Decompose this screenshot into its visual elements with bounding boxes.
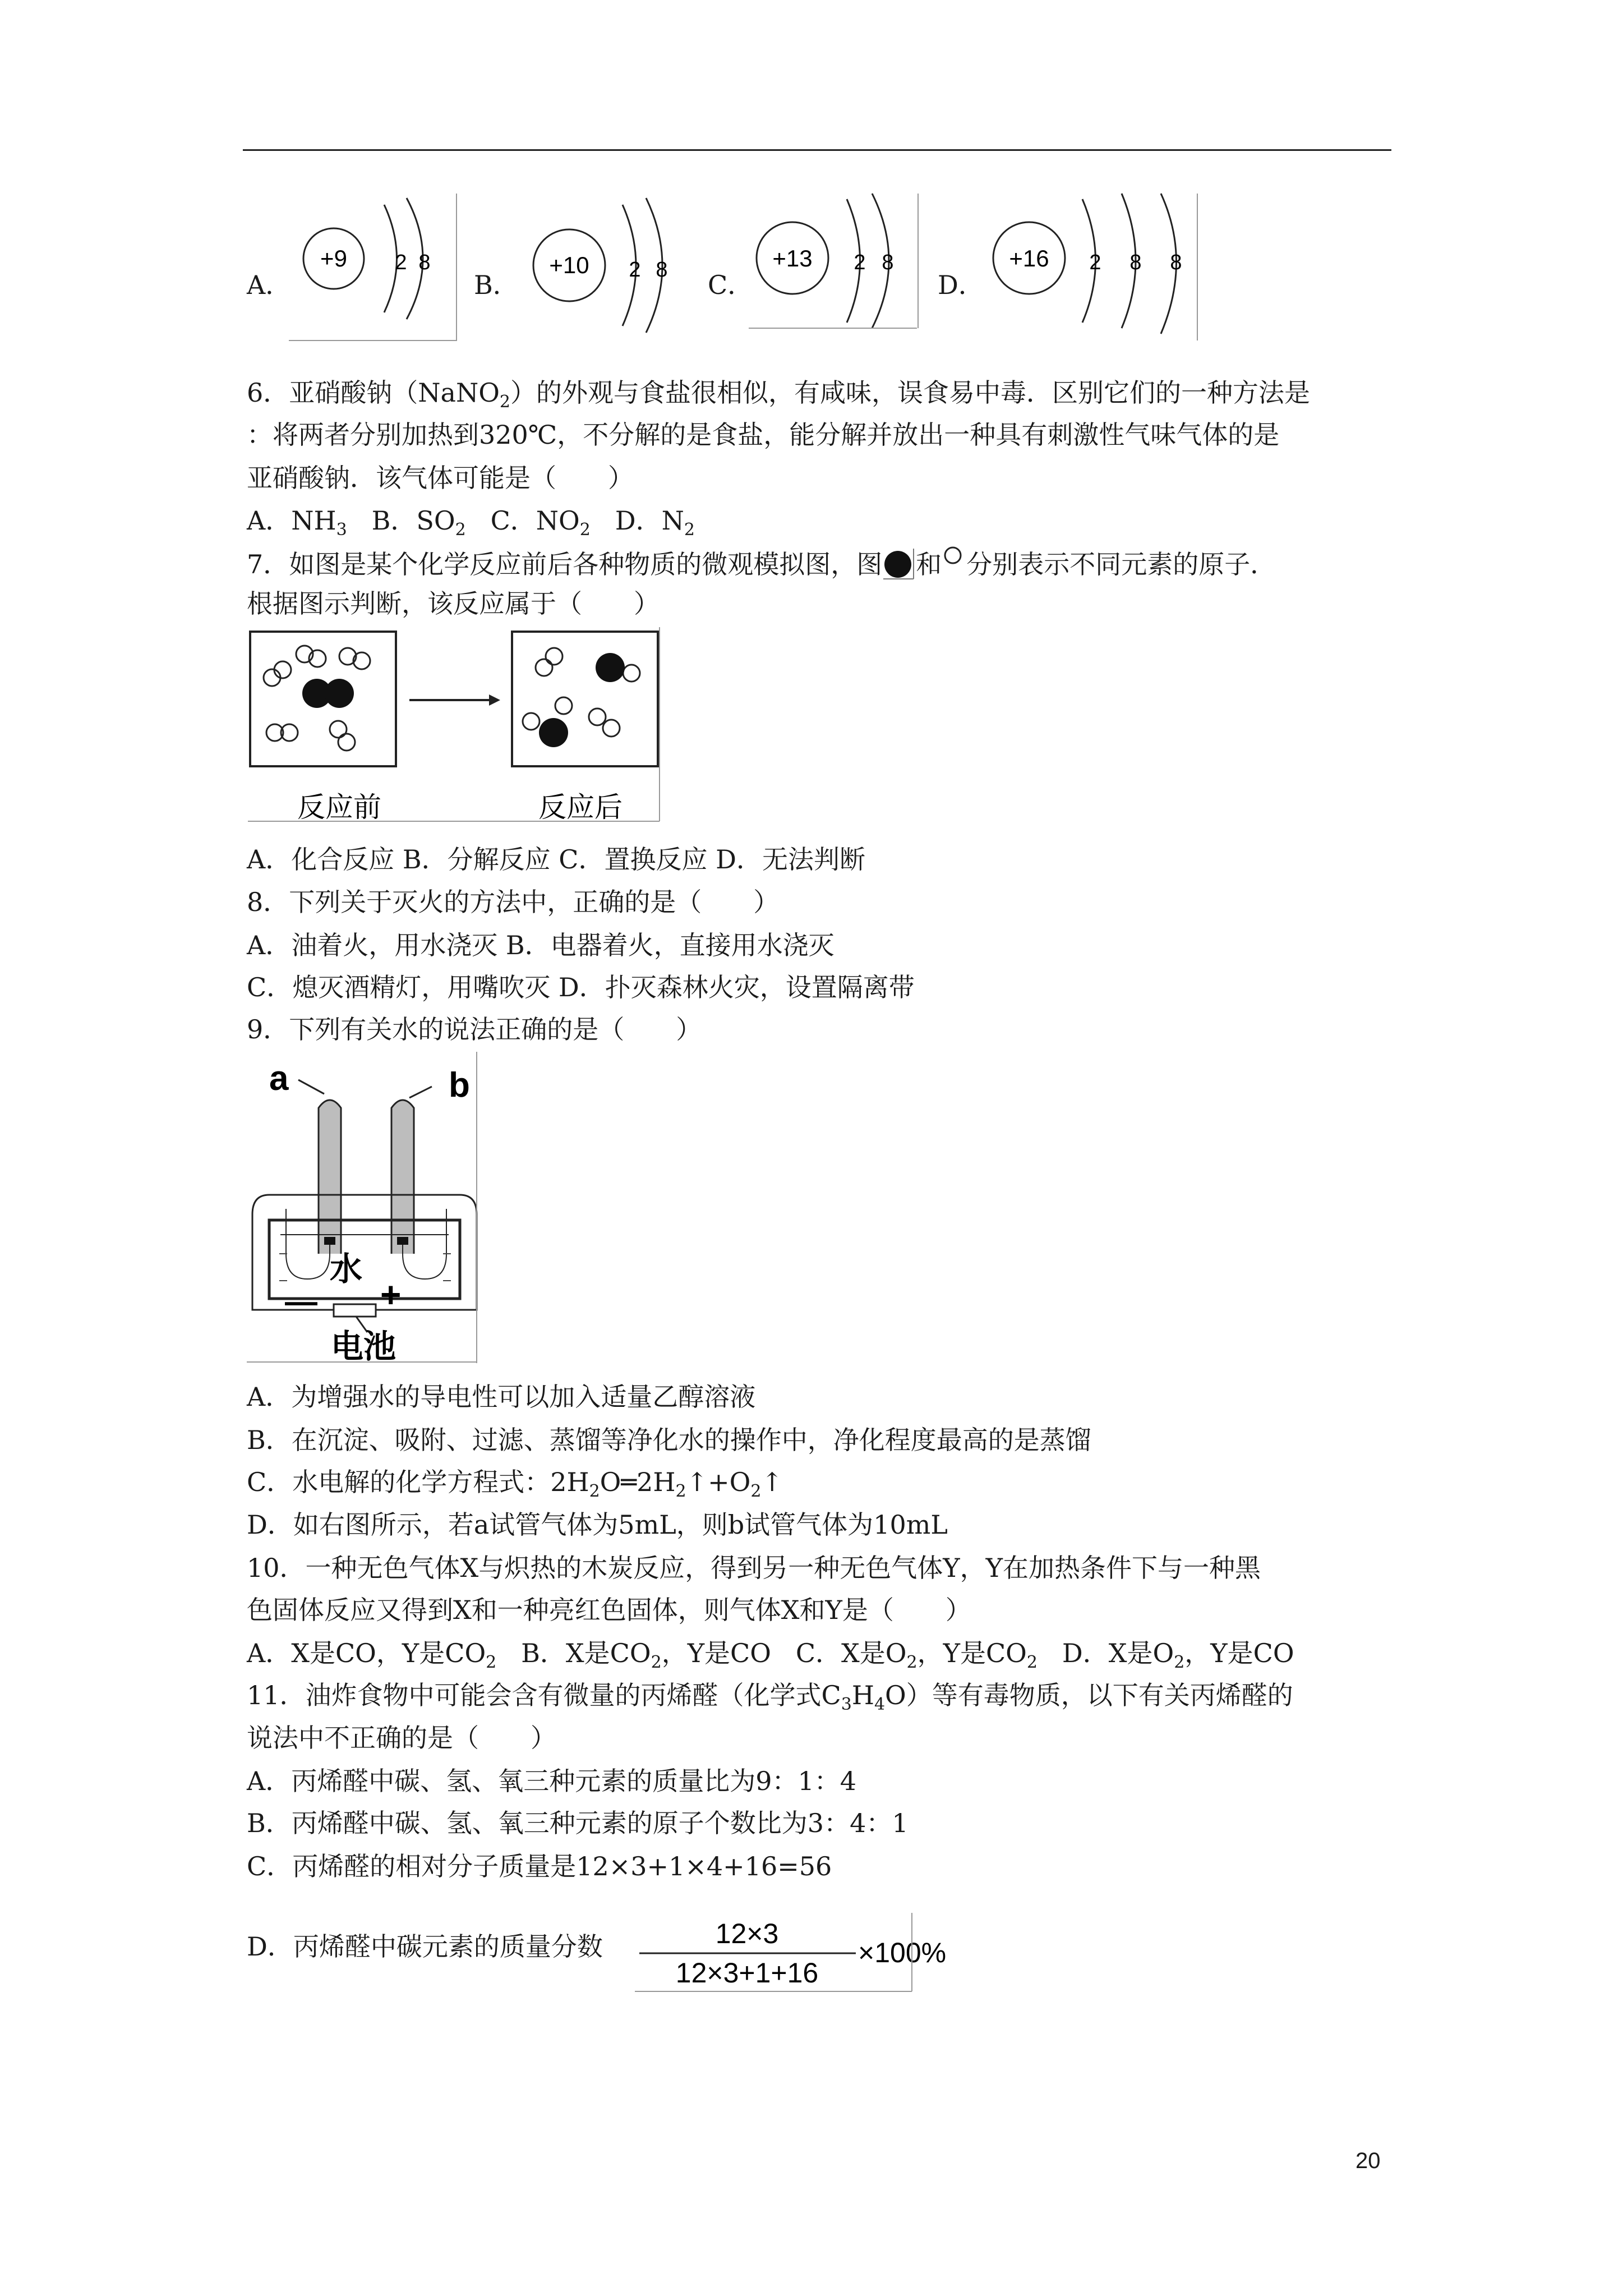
- shell-1-count: 2: [854, 251, 866, 274]
- shell-2-count: 8: [418, 251, 431, 274]
- q7-options: A．化合反应 B．分解反应 C．置换反应 D．无法判断: [247, 844, 865, 875]
- shell-1-count: 2: [1089, 251, 1101, 274]
- shell-1-count: 2: [395, 251, 407, 274]
- q11-option-d: D．丙烯醛中碳元素的质量分数: [247, 1931, 603, 1962]
- q9-option-c: C．水电解的化学方程式：$2H_2O═2H_2↑+O_2↑$: [247, 1467, 783, 1501]
- q9-option-d: D．如右图所示，若a试管气体为5mL，则b试管气体为10mL: [247, 1510, 948, 1540]
- q5-option-b-letter: B．: [474, 270, 519, 300]
- black-atom-icon: [882, 549, 916, 580]
- q5-atom-diagram-a: [289, 194, 457, 344]
- fraction-denominator: 12×3+1+16: [675, 1957, 819, 1989]
- positive-terminal: +: [380, 1274, 402, 1315]
- shell-3-count: 8: [1170, 251, 1182, 274]
- q7-reaction-diagram: [247, 627, 662, 825]
- q11-line-2: 说法中不正确的是（ ）: [247, 1723, 556, 1753]
- q5-atom-diagram-b: [516, 194, 690, 344]
- tube-a: [319, 1100, 341, 1254]
- q8-options-1: A．油着火，用水浇灭 B．电器着火，直接用水浇灭: [247, 930, 834, 960]
- q11-line-1: 11．油炸食物中可能会含有微量的丙烯醛（化学式$C_3H_4O$）等有毒物质，以下有关丙烯醛的: [247, 1680, 1293, 1714]
- tube-b-label: b: [449, 1066, 470, 1105]
- q7-line-2: 根据图示判断，该反应属于（ ）: [247, 588, 660, 619]
- nucleus-charge: +9: [320, 245, 347, 272]
- q5-option-c-letter: C．: [708, 270, 754, 300]
- q6-line-3: 亚硝酸钠．该气体可能是（ ）: [247, 463, 634, 493]
- q10-line-2: 色固体反应又得到X和一种亮红色固体，则气体X和Y是（ ）: [247, 1595, 971, 1625]
- battery-icon: [334, 1304, 376, 1317]
- q5-option-d-letter: D．: [938, 270, 984, 300]
- q11-option-b: B．丙烯醛中碳、氢、氧三种元素的原子个数比为3：4：1: [247, 1808, 909, 1838]
- q8-options-2: C．熄灭酒精灯，用嘴吹灭 D．扑灭森林火灾，设置隔离带: [247, 972, 915, 1002]
- nucleus-charge: +10: [549, 252, 589, 278]
- shell-2-count: 8: [882, 251, 894, 274]
- q6-line-1: 6．亚硝酸钠（NaNO$_2$）的外观与食盐很相似，有咸味，误食易中毒．区别它们的一种方法是: [247, 378, 1310, 412]
- q9-option-a: A．为增强水的导电性可以加入适量乙醇溶液: [247, 1382, 756, 1412]
- q11-mass-fraction-formula: [634, 1913, 947, 1993]
- q5-atom-diagram-d: [979, 194, 1203, 344]
- q5-atom-diagram-c: [749, 194, 923, 344]
- q10-options: A．X是CO，Y是$CO_2$ B．X是$CO_2$，Y是CO C．X是$O_2$，Y是$CO_2$ D．X是$O_2$，Y是CO: [247, 1638, 1294, 1672]
- shell-2-count: 8: [656, 258, 668, 282]
- q9-stem: 9．下列有关水的说法正确的是（ ）: [247, 1014, 702, 1045]
- label-before: 反应前: [297, 792, 381, 823]
- shell-1-count: 2: [629, 258, 641, 282]
- nucleus-charge: +16: [1009, 245, 1049, 272]
- q5-option-a-letter: A．: [247, 270, 292, 300]
- q11-option-a: A．丙烯醛中碳、氢、氧三种元素的质量比为9：1：4: [247, 1766, 857, 1796]
- tube-a-label: a: [269, 1059, 289, 1098]
- q8-stem: 8．下列关于灭火的方法中，正确的是（ ）: [247, 887, 780, 917]
- battery-label: 电池: [331, 1328, 396, 1365]
- q10-line-1: 10．一种无色气体X与炽热的木炭反应，得到另一种无色气体Y，Y在加热条件下与一种黑: [247, 1553, 1261, 1583]
- q7-line-1: 7．如图是某个化学反应前后各种物质的微观模拟图，图 和 分别表示不同元素的原子．: [247, 545, 1276, 581]
- q9-option-b: B．在沉淀、吸附、过滤、蒸馏等净化水的操作中，净化程度最高的是蒸馏: [247, 1425, 1091, 1455]
- fraction-multiplier: ×100%: [858, 1937, 947, 1968]
- negative-terminal: —: [285, 1283, 317, 1320]
- q11-option-c: C．丙烯醛的相对分子质量是12×3+1×4+16=56: [247, 1851, 832, 1881]
- nucleus-charge: +13: [772, 245, 813, 272]
- water-label: 水: [330, 1251, 363, 1287]
- page-number: 20: [1355, 2148, 1381, 2173]
- white-atom-icon: [942, 545, 966, 577]
- after-box: [512, 632, 658, 766]
- label-after: 反应后: [538, 792, 623, 823]
- q9-electrolysis-diagram: [247, 1052, 482, 1363]
- shell-2-count: 8: [1129, 251, 1142, 274]
- tube-b: [391, 1100, 414, 1254]
- q6-line-2: ：将两者分别加热到320℃，不分解的是食盐，能分解并放出一种具有刺激性气味气体的是: [247, 420, 1280, 450]
- fraction-numerator: 12×3: [715, 1918, 779, 1949]
- header-rule: [243, 149, 1391, 151]
- q6-options: A．$NH_3$ B．$SO_2$ C．$NO_2$ D．$N_2$: [247, 505, 695, 540]
